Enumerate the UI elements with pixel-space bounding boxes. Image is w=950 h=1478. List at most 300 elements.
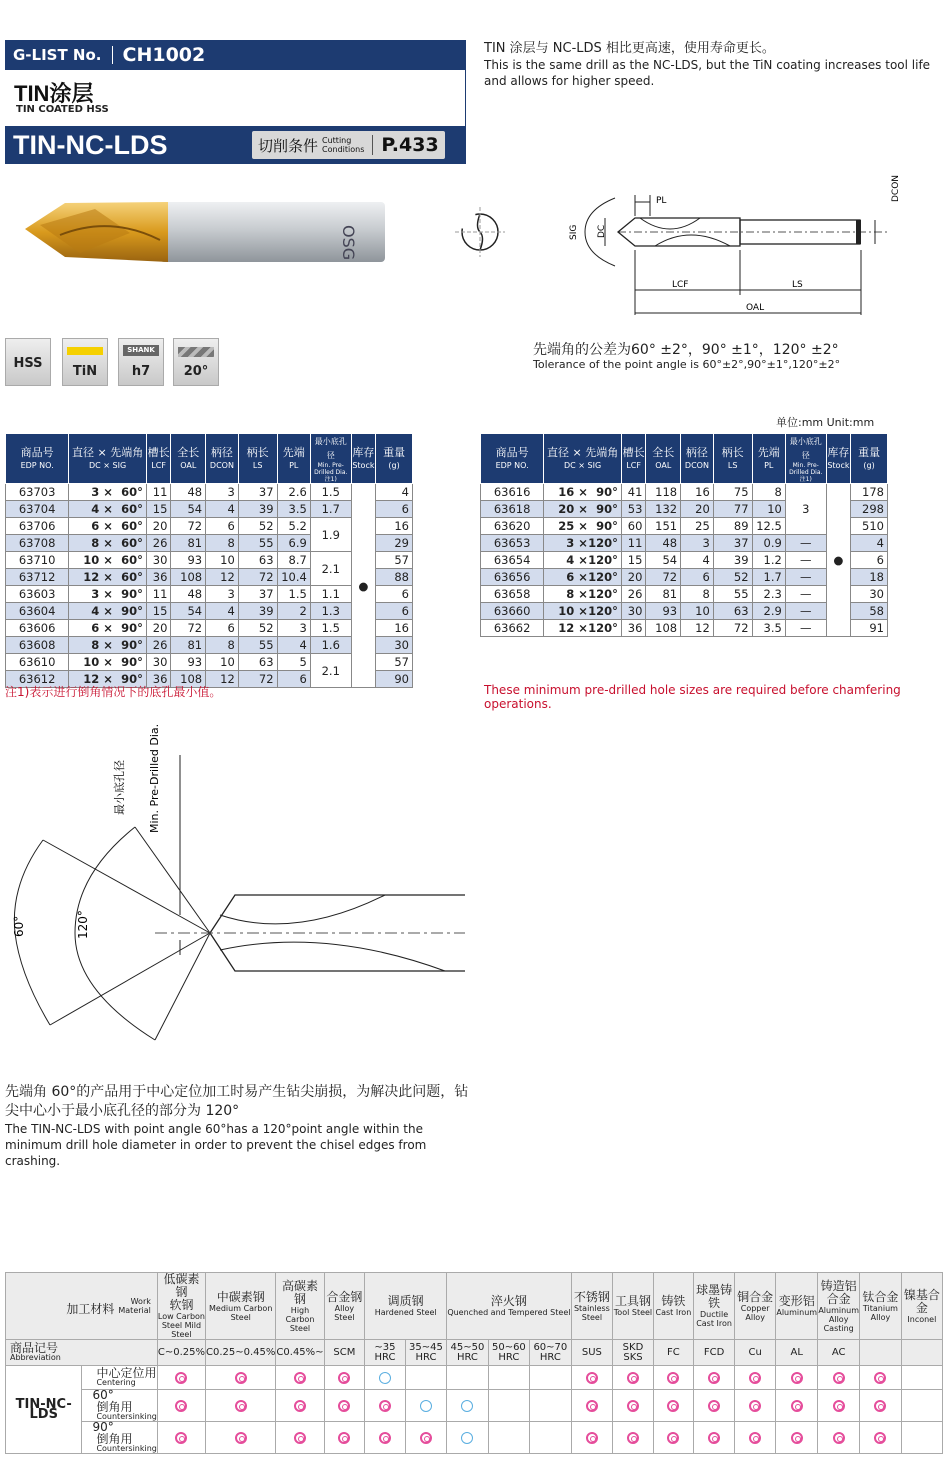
suitability-cell bbox=[694, 1366, 735, 1390]
cell: 5 bbox=[277, 654, 310, 671]
weight: 18 bbox=[851, 569, 888, 586]
edp-number: 63604 bbox=[6, 603, 69, 620]
material-code: Cu bbox=[735, 1340, 776, 1366]
dc-sig: 4 × 60° bbox=[69, 501, 147, 518]
cell: 8 bbox=[206, 637, 239, 654]
cell: 89 bbox=[713, 518, 752, 535]
cell: 10 bbox=[681, 603, 714, 620]
material-group: 调质钢 Hardened Steel bbox=[365, 1273, 447, 1340]
cell: 108 bbox=[646, 620, 681, 637]
excellent-icon bbox=[420, 1432, 432, 1444]
label-min-predrilled-en: Min. Pre-Drilled Dia. bbox=[148, 723, 161, 833]
suitability-cell bbox=[447, 1422, 488, 1454]
label-min-predrilled-cn: 最小底孔径 bbox=[113, 760, 126, 815]
suitability-cell bbox=[530, 1390, 571, 1422]
cell: 93 bbox=[646, 603, 681, 620]
cell: 72 bbox=[238, 671, 277, 688]
suitability-cell bbox=[901, 1366, 942, 1390]
cell: 132 bbox=[646, 501, 681, 518]
suitability-cell bbox=[613, 1390, 654, 1422]
suitability-cell bbox=[276, 1422, 324, 1454]
edp-number: 63708 bbox=[6, 535, 69, 552]
cell: 3 bbox=[681, 535, 714, 552]
cell: 3 bbox=[206, 586, 239, 603]
cell: 2.6 bbox=[277, 484, 310, 501]
col-header: 柄长 LS bbox=[713, 434, 752, 484]
min-predrilled: 2.1 bbox=[310, 654, 351, 688]
cell: 81 bbox=[646, 586, 681, 603]
suitability-cell bbox=[901, 1422, 942, 1454]
excellent-icon bbox=[791, 1400, 803, 1412]
cell: 36 bbox=[146, 569, 171, 586]
col-header: 柄长 LS bbox=[238, 434, 277, 484]
cell: 72 bbox=[646, 569, 681, 586]
helix-angle-icon: 20° bbox=[173, 338, 219, 386]
cell: 55 bbox=[238, 637, 277, 654]
shank-h7-icon: SHANK h7 bbox=[118, 338, 164, 386]
material-group: 淬火钢 Quenched and Tempered Steel bbox=[447, 1273, 571, 1340]
description-en: The TIN-NC-LDS with point angle 60°has a 120°point angle within the minimum drill hole diameter in order to prevent the chisel edges from crashing. bbox=[5, 1122, 427, 1168]
material-group: 铸铁 Cast Iron bbox=[653, 1273, 693, 1340]
suitability-cell bbox=[276, 1366, 324, 1390]
dc-sig: 4 ×120° bbox=[544, 552, 622, 569]
cell: 52 bbox=[238, 620, 277, 637]
dc-sig: 8 × 60° bbox=[69, 535, 147, 552]
col-header: 直径 × 先端角 DC × SIG bbox=[69, 434, 147, 484]
cell: 3.5 bbox=[277, 501, 310, 518]
cell: 26 bbox=[146, 535, 171, 552]
cell: 81 bbox=[171, 535, 206, 552]
col-header: 库存 Stock bbox=[351, 434, 376, 484]
product-header bbox=[5, 126, 465, 164]
material-code: FC bbox=[653, 1340, 693, 1366]
excellent-icon bbox=[338, 1372, 350, 1384]
dc-sig: 4 × 90° bbox=[69, 603, 147, 620]
edp-number: 63620 bbox=[481, 518, 544, 535]
cell: 3 bbox=[206, 484, 239, 501]
col-header: 商品号 EDP NO. bbox=[481, 434, 544, 484]
header-border bbox=[465, 40, 466, 164]
weight: 6 bbox=[376, 586, 413, 603]
edp-number: 63660 bbox=[481, 603, 544, 620]
material-group: 合金钢 Alloy Steel bbox=[324, 1273, 365, 1340]
edp-number: 63710 bbox=[6, 552, 69, 569]
cell: 30 bbox=[146, 654, 171, 671]
col-header: 重量 (g) bbox=[851, 434, 888, 484]
excellent-icon bbox=[627, 1432, 639, 1444]
col-header: 商品号 EDP NO. bbox=[6, 434, 69, 484]
col-header: 柄径 DCON bbox=[681, 434, 714, 484]
material-code: 50~60 HRC bbox=[488, 1340, 529, 1366]
suitability-cell bbox=[694, 1390, 735, 1422]
suitability-cell bbox=[860, 1390, 902, 1422]
cell: 12 bbox=[681, 620, 714, 637]
cell: 26 bbox=[146, 637, 171, 654]
material-group: 工具钢 Tool Steel bbox=[613, 1273, 654, 1340]
min-predrilled: 1.6 bbox=[310, 637, 351, 654]
col-header: 槽长 LCF bbox=[146, 434, 171, 484]
col-header: 最小底孔径 Min. Pre-Drilled Dia. 注1) bbox=[310, 434, 351, 484]
label-ls: LS bbox=[792, 280, 803, 290]
suitability-cell bbox=[206, 1422, 276, 1454]
intro-cn: TIN 涂层与 NC-LDS 相比更高速，使用寿命更长。 bbox=[484, 41, 775, 56]
col-header: 柄径 DCON bbox=[206, 434, 239, 484]
excellent-icon bbox=[235, 1400, 247, 1412]
cell: 118 bbox=[646, 484, 681, 501]
edp-number: 63610 bbox=[6, 654, 69, 671]
suitability-cell bbox=[735, 1390, 776, 1422]
edp-number: 63606 bbox=[6, 620, 69, 637]
material-table bbox=[5, 1272, 943, 1454]
glist-label: G-LIST No. bbox=[13, 46, 102, 64]
suitability-cell bbox=[157, 1390, 205, 1422]
excellent-icon bbox=[791, 1432, 803, 1444]
excellent-icon bbox=[586, 1400, 598, 1412]
edp-number: 63612 bbox=[6, 671, 69, 688]
excellent-icon bbox=[833, 1372, 845, 1384]
table-row bbox=[6, 484, 413, 501]
dc-sig: 6 × 90° bbox=[69, 620, 147, 637]
product-name: TIN-NC-LDS bbox=[13, 129, 168, 160]
cell: 81 bbox=[171, 637, 206, 654]
suitability-cell bbox=[735, 1422, 776, 1454]
note-en: These minimum pre-drilled hole sizes are required before chamfering operations. bbox=[484, 683, 901, 711]
col-header: 槽长 LCF bbox=[621, 434, 646, 484]
suitability-cell bbox=[776, 1422, 818, 1454]
spec-table-right bbox=[480, 433, 888, 637]
cell: 63 bbox=[238, 552, 277, 569]
cell: 8.7 bbox=[277, 552, 310, 569]
excellent-icon bbox=[667, 1400, 679, 1412]
min-predrilled: 3 bbox=[785, 484, 826, 535]
dc-sig: 10 × 90° bbox=[69, 654, 147, 671]
excellent-icon bbox=[791, 1372, 803, 1384]
min-predrilled: 1.3 bbox=[310, 603, 351, 620]
edp-number: 63658 bbox=[481, 586, 544, 603]
cell: 108 bbox=[171, 671, 206, 688]
cell: 25 bbox=[681, 518, 714, 535]
cell: 20 bbox=[146, 620, 171, 637]
weight: 178 bbox=[851, 484, 888, 501]
material-group: 低碳素钢 软钢 Low Carbon Steel Mild Steel bbox=[157, 1272, 205, 1339]
edp-number: 63603 bbox=[6, 586, 69, 603]
min-predrilled: — bbox=[785, 586, 826, 603]
cell: 6.9 bbox=[277, 535, 310, 552]
cell: 72 bbox=[171, 620, 206, 637]
suitability-cell bbox=[365, 1390, 406, 1422]
excellent-icon bbox=[586, 1372, 598, 1384]
page-ref: P.433 bbox=[381, 134, 439, 156]
suitability-cell bbox=[571, 1390, 613, 1422]
suitability-cell bbox=[405, 1366, 446, 1390]
material-group: 高碳素钢 High Carbon Steel bbox=[276, 1273, 324, 1340]
edp-number: 63608 bbox=[6, 637, 69, 654]
weight: 510 bbox=[851, 518, 888, 535]
cell: 48 bbox=[171, 586, 206, 603]
cell: 72 bbox=[171, 518, 206, 535]
weight: 16 bbox=[376, 518, 413, 535]
excellent-icon bbox=[175, 1372, 187, 1384]
cell: 3 bbox=[277, 620, 310, 637]
min-predrilled: — bbox=[785, 569, 826, 586]
excellent-icon bbox=[586, 1432, 598, 1444]
cell: 48 bbox=[646, 535, 681, 552]
cell: 2 bbox=[277, 603, 310, 620]
col-header: 先端 PL bbox=[277, 434, 310, 484]
material-group: 球墨铸铁 Ductile Cast Iron bbox=[694, 1273, 735, 1340]
cell: 75 bbox=[713, 484, 752, 501]
excellent-icon bbox=[175, 1432, 187, 1444]
suitability-cell bbox=[530, 1422, 571, 1454]
spec-table-left bbox=[5, 433, 413, 688]
cell: 6 bbox=[206, 518, 239, 535]
edp-number: 63616 bbox=[481, 484, 544, 501]
cell: 15 bbox=[146, 501, 171, 518]
dc-sig: 3 ×120° bbox=[544, 535, 622, 552]
abbreviation-label: 商品记号 Abbreviation bbox=[6, 1340, 158, 1366]
application-label: 90° 倒角用 Countersinking bbox=[82, 1422, 157, 1454]
excellent-icon bbox=[294, 1400, 306, 1412]
suitability-cell bbox=[653, 1390, 693, 1422]
col-header: 重量 (g) bbox=[376, 434, 413, 484]
dc-sig: 12 ×120° bbox=[544, 620, 622, 637]
suitability-cell bbox=[901, 1390, 942, 1422]
weight: 57 bbox=[376, 552, 413, 569]
cell: 55 bbox=[713, 586, 752, 603]
excellent-icon bbox=[379, 1400, 391, 1412]
weight: 6 bbox=[376, 603, 413, 620]
suitability-cell bbox=[447, 1390, 488, 1422]
edp-number: 63656 bbox=[481, 569, 544, 586]
stock-mark: ● bbox=[826, 484, 851, 637]
excellent-icon bbox=[708, 1400, 720, 1412]
excellent-icon bbox=[338, 1432, 350, 1444]
material-code: 45~50 HRC bbox=[447, 1340, 488, 1366]
good-icon bbox=[379, 1372, 391, 1384]
cell: 52 bbox=[238, 518, 277, 535]
intro-en: This is the same drill as the NC-LDS, but the TiN coating increases tool life and allows for higher speed. bbox=[484, 58, 931, 88]
suitability-cell bbox=[818, 1366, 860, 1390]
cell: 16 bbox=[681, 484, 714, 501]
weight: 30 bbox=[851, 586, 888, 603]
material-code: AC bbox=[818, 1340, 860, 1366]
col-header: 全长 OAL bbox=[646, 434, 681, 484]
excellent-icon bbox=[749, 1400, 761, 1412]
cell: 54 bbox=[171, 603, 206, 620]
good-icon bbox=[461, 1432, 473, 1444]
weight: 29 bbox=[376, 535, 413, 552]
cell: 63 bbox=[238, 654, 277, 671]
suitability-cell bbox=[276, 1390, 324, 1422]
table-header-row bbox=[481, 434, 888, 484]
material-code: SKD SKS bbox=[613, 1340, 654, 1366]
divider bbox=[372, 135, 373, 155]
divider bbox=[112, 46, 113, 64]
min-predrilled: 1.9 bbox=[310, 518, 351, 552]
edp-number: 63654 bbox=[481, 552, 544, 569]
min-predrilled: 2.1 bbox=[310, 552, 351, 586]
brand-mark: OSG bbox=[339, 225, 358, 261]
point-angle-diagram bbox=[5, 723, 467, 1055]
cell: 108 bbox=[171, 569, 206, 586]
min-predrilled: 1.1 bbox=[310, 586, 351, 603]
drill-technical-drawing bbox=[560, 174, 901, 320]
cell: 54 bbox=[171, 501, 206, 518]
weight: 57 bbox=[376, 654, 413, 671]
application-label: 中心定位用 Centering bbox=[82, 1366, 157, 1390]
dc-sig: 16 × 90° bbox=[544, 484, 622, 501]
suitability-cell bbox=[405, 1390, 446, 1422]
suitability-cell bbox=[157, 1422, 205, 1454]
excellent-icon bbox=[874, 1372, 886, 1384]
cell: 4 bbox=[277, 637, 310, 654]
glist-code: CH1002 bbox=[122, 44, 206, 66]
excellent-icon bbox=[749, 1432, 761, 1444]
cell: 63 bbox=[713, 603, 752, 620]
cell: 39 bbox=[238, 501, 277, 518]
cell: 11 bbox=[621, 535, 646, 552]
suitability-cell bbox=[818, 1390, 860, 1422]
suitability-cell bbox=[324, 1422, 365, 1454]
suitability-cell bbox=[613, 1422, 654, 1454]
col-header: 先端 PL bbox=[752, 434, 785, 484]
cell: 11 bbox=[146, 586, 171, 603]
material-code: FCD bbox=[694, 1340, 735, 1366]
suitability-cell bbox=[488, 1422, 529, 1454]
suitability-cell bbox=[735, 1366, 776, 1390]
cell: 36 bbox=[146, 671, 171, 688]
edp-number: 63662 bbox=[481, 620, 544, 637]
excellent-icon bbox=[294, 1432, 306, 1444]
min-predrilled: 1.5 bbox=[310, 620, 351, 637]
cell: 53 bbox=[621, 501, 646, 518]
material-code: 35~45 HRC bbox=[405, 1340, 446, 1366]
glist-header bbox=[5, 40, 465, 70]
suitability-cell bbox=[324, 1366, 365, 1390]
material-code: SUS bbox=[571, 1340, 613, 1366]
suitability-cell bbox=[653, 1422, 693, 1454]
material-group: 铜合金 Copper Alloy bbox=[735, 1273, 776, 1340]
dc-sig: 3 × 60° bbox=[69, 484, 147, 501]
cell: 37 bbox=[238, 586, 277, 603]
cell: 10.4 bbox=[277, 569, 310, 586]
cell: 6 bbox=[277, 671, 310, 688]
dc-sig: 6 ×120° bbox=[544, 569, 622, 586]
edp-number: 63703 bbox=[6, 484, 69, 501]
cell: 12.5 bbox=[752, 518, 785, 535]
suitability-cell bbox=[365, 1366, 406, 1390]
cond-en: Cutting Conditions bbox=[322, 136, 365, 154]
min-predrilled: — bbox=[785, 535, 826, 552]
label-oal: OAL bbox=[746, 303, 765, 313]
application-row bbox=[6, 1366, 943, 1390]
cell: 5.2 bbox=[277, 518, 310, 535]
cell: 151 bbox=[646, 518, 681, 535]
dc-sig: 25 × 90° bbox=[544, 518, 622, 535]
table-row bbox=[481, 484, 888, 501]
material-group: 中碳素钢 Medium Carbon Steel bbox=[206, 1273, 276, 1340]
drill-end-view bbox=[455, 207, 505, 257]
material-code: C0.45%~ bbox=[276, 1340, 324, 1366]
dc-sig: 8 ×120° bbox=[544, 586, 622, 603]
cell: 93 bbox=[171, 552, 206, 569]
excellent-icon bbox=[627, 1372, 639, 1384]
cell: 4 bbox=[206, 603, 239, 620]
weight: 4 bbox=[376, 484, 413, 501]
cell: 15 bbox=[621, 552, 646, 569]
col-header: 库存 Stock bbox=[826, 434, 851, 484]
weight: 91 bbox=[851, 620, 888, 637]
cell: 4 bbox=[681, 552, 714, 569]
weight: 90 bbox=[376, 671, 413, 688]
dc-sig: 10 ×120° bbox=[544, 603, 622, 620]
cell: 39 bbox=[238, 603, 277, 620]
excellent-icon bbox=[627, 1400, 639, 1412]
suitability-cell bbox=[860, 1366, 902, 1390]
application-row bbox=[6, 1422, 943, 1454]
tolerance-cn: 先端角的公差为60° ±2°，90° ±1°，120° ±2° bbox=[533, 342, 839, 358]
cell: 39 bbox=[713, 552, 752, 569]
material-group: 铸造铝合金 Aluminum Alloy Casting bbox=[818, 1273, 860, 1340]
application-label: 60° 倒角用 Countersinking bbox=[82, 1390, 157, 1422]
cell: 41 bbox=[621, 484, 646, 501]
cell: 37 bbox=[713, 535, 752, 552]
suitability-cell bbox=[818, 1422, 860, 1454]
cell: 10 bbox=[206, 654, 239, 671]
dc-sig: 6 × 60° bbox=[69, 518, 147, 535]
cell: 72 bbox=[713, 620, 752, 637]
label-dcon: DCON bbox=[891, 174, 901, 202]
cell: 26 bbox=[621, 586, 646, 603]
cell: 54 bbox=[646, 552, 681, 569]
label-angle-120: 120° bbox=[76, 910, 90, 939]
suitability-cell bbox=[530, 1366, 571, 1390]
cell: 20 bbox=[621, 569, 646, 586]
excellent-icon bbox=[708, 1432, 720, 1444]
dc-sig: 12 × 90° bbox=[69, 671, 147, 688]
cell: 15 bbox=[146, 603, 171, 620]
stock-mark: ● bbox=[351, 484, 376, 688]
cell: 8 bbox=[681, 586, 714, 603]
cell: 0.9 bbox=[752, 535, 785, 552]
cell: 10 bbox=[206, 552, 239, 569]
cutting-conditions-link[interactable] bbox=[252, 131, 445, 159]
cell: 36 bbox=[621, 620, 646, 637]
tin-coating-icon: TiN bbox=[62, 338, 108, 386]
label-pl: PL bbox=[656, 196, 667, 206]
material-code: SCM bbox=[324, 1340, 365, 1366]
material-group: 不锈钢 Stainless Steel bbox=[571, 1273, 613, 1340]
cell: 1.2 bbox=[752, 552, 785, 569]
work-material-corner: 加工材料Work Material bbox=[6, 1273, 158, 1340]
material-code: C0.25~0.45% bbox=[206, 1340, 276, 1366]
dc-sig: 3 × 90° bbox=[69, 586, 147, 603]
cell: 3.5 bbox=[752, 620, 785, 637]
material-code bbox=[860, 1340, 902, 1366]
col-header: 直径 × 先端角 DC × SIG bbox=[544, 434, 622, 484]
cell: 12 bbox=[206, 569, 239, 586]
min-predrilled: — bbox=[785, 603, 826, 620]
material-group: 钛合金 Titanium Alloy bbox=[860, 1273, 902, 1340]
suitability-cell bbox=[488, 1366, 529, 1390]
cell: 11 bbox=[146, 484, 171, 501]
cell: 1.5 bbox=[277, 586, 310, 603]
dc-sig: 12 × 60° bbox=[69, 569, 147, 586]
suitability-cell bbox=[694, 1422, 735, 1454]
weight: 30 bbox=[376, 637, 413, 654]
label-sig: SIG bbox=[569, 224, 579, 240]
min-predrilled: 1.7 bbox=[310, 501, 351, 518]
